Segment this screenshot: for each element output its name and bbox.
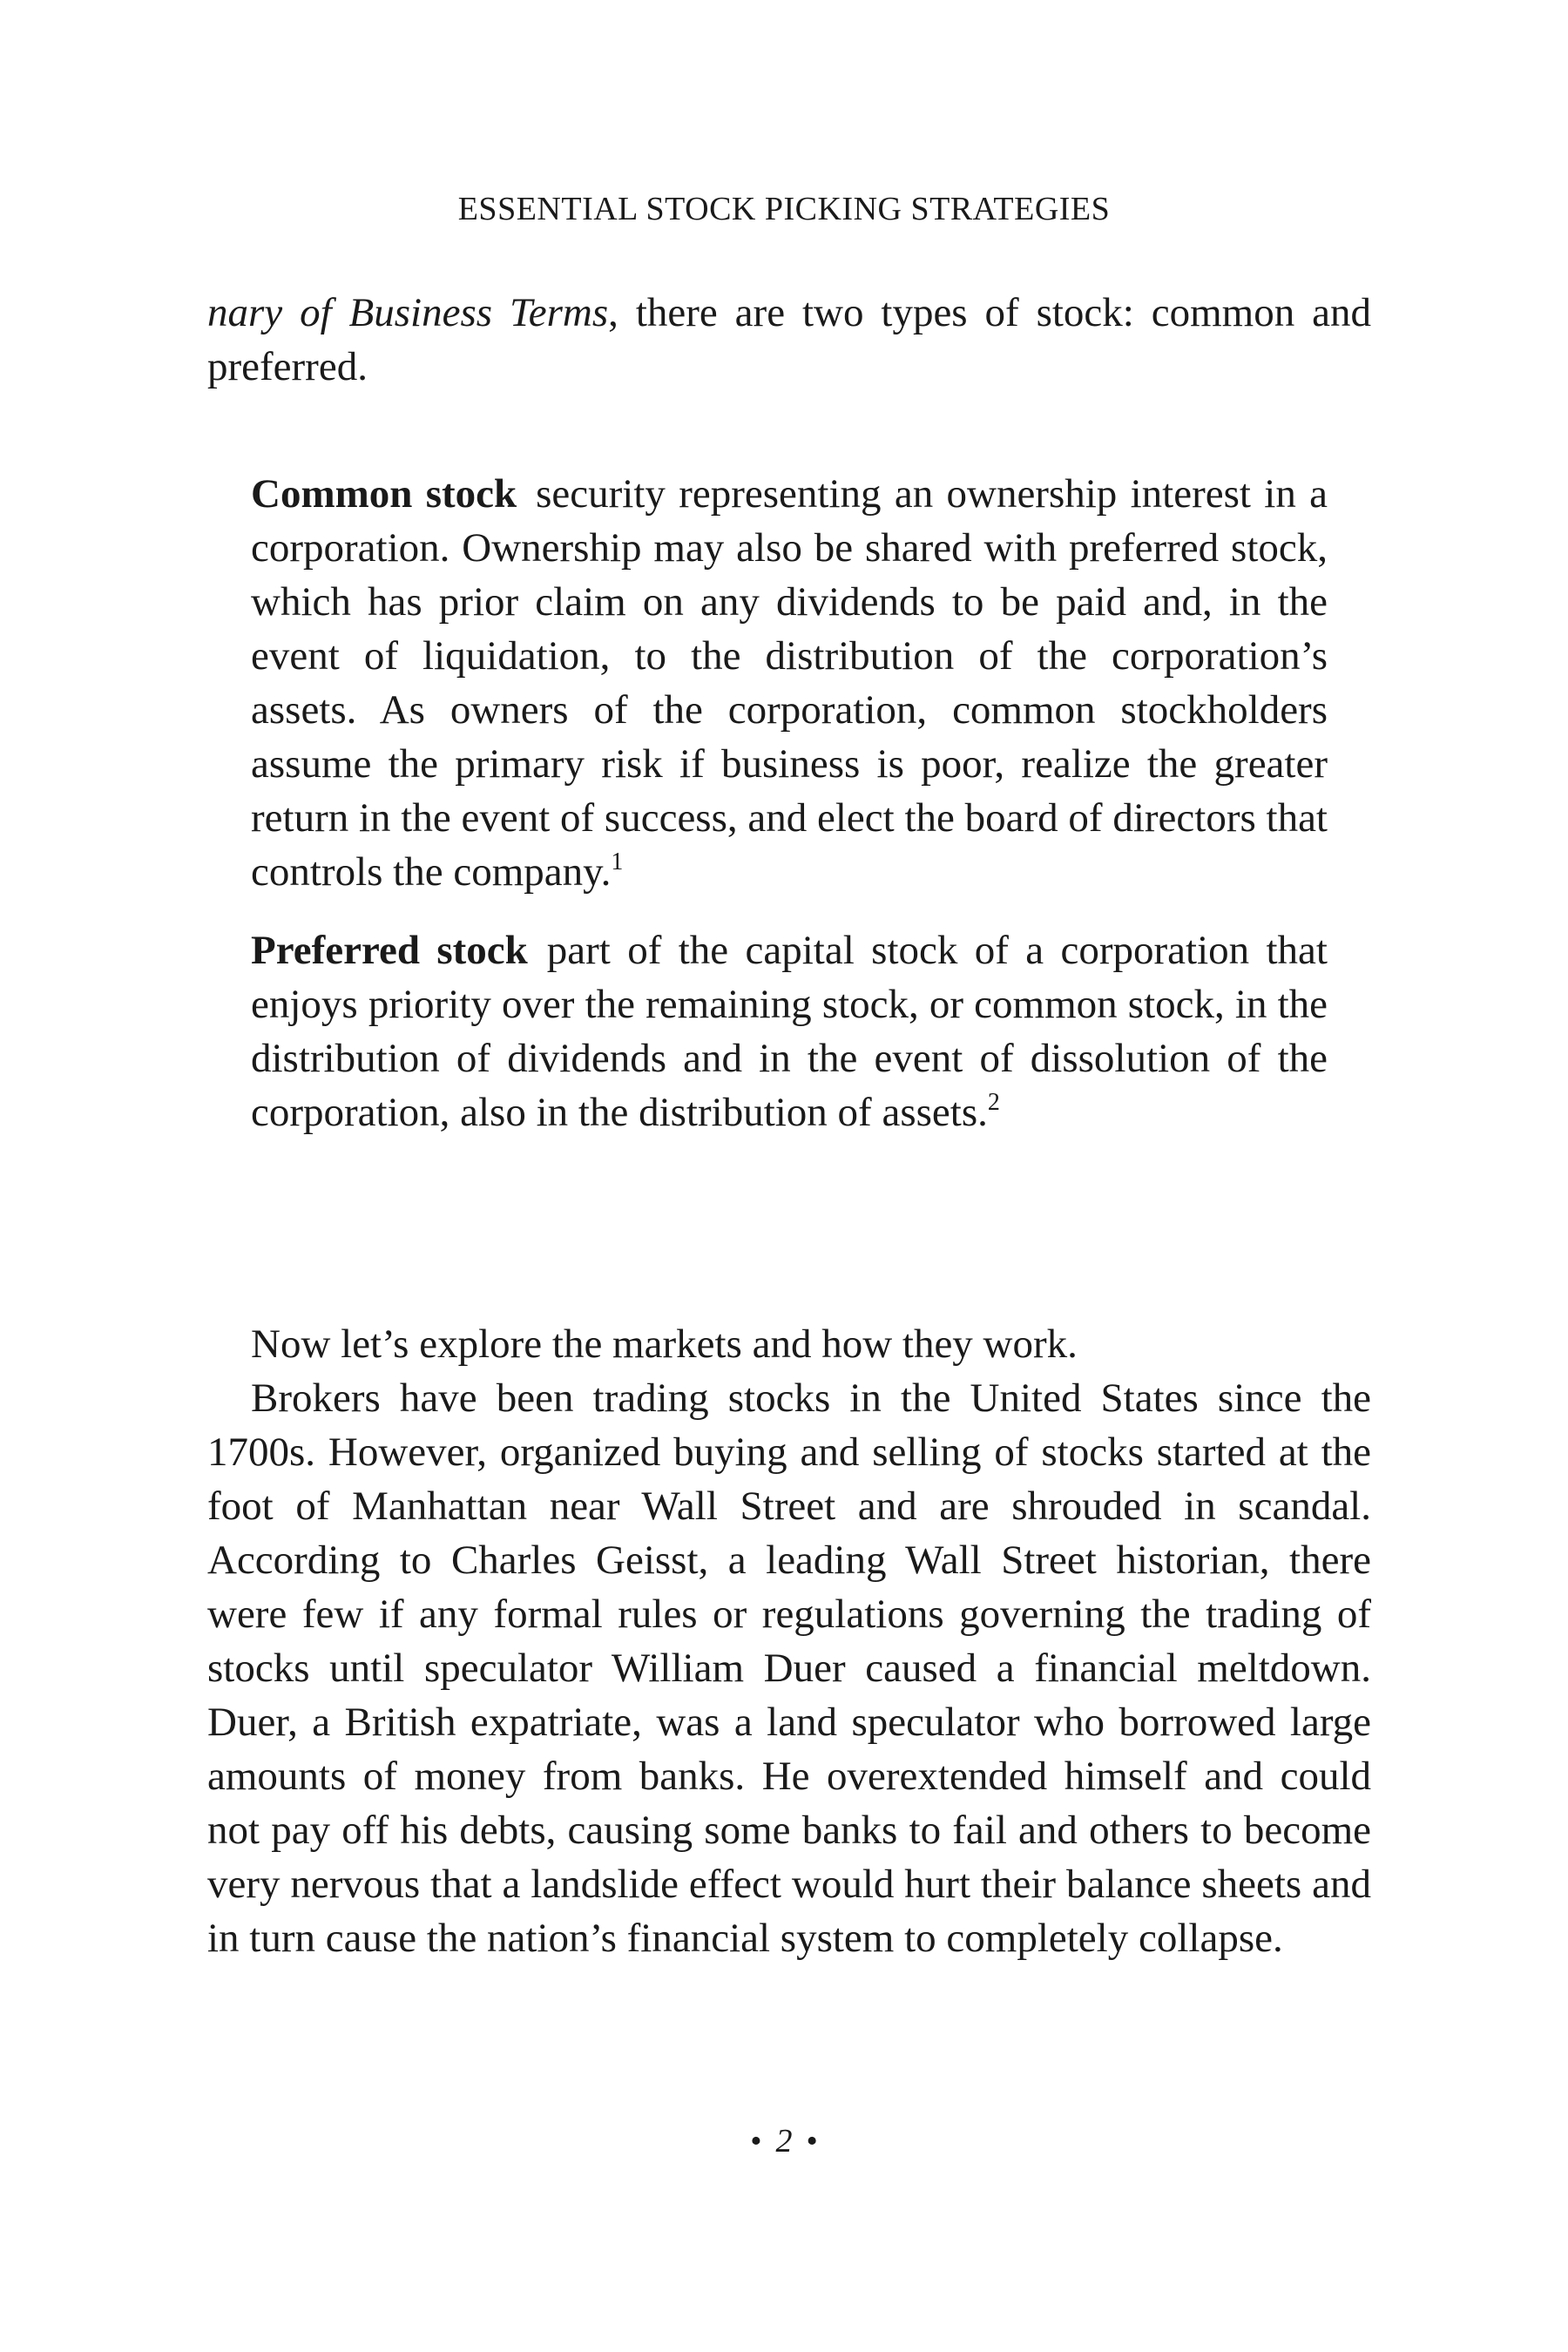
body-text — [207, 1317, 1371, 1965]
definition-preferred-stock — [251, 923, 1328, 1139]
footnote-marker: 2 — [987, 1089, 1000, 1116]
footnote-marker: 1 — [611, 848, 624, 875]
definition-common-stock — [251, 467, 1328, 899]
running-head: ESSENTIAL STOCK PICKING STRATEGIES — [457, 191, 1111, 227]
definition-list — [251, 467, 1328, 1164]
page-folio — [0, 2122, 1568, 2160]
intro-text: , there are two types of stock: common and preferred. — [207, 290, 1371, 389]
intro-paragraph — [207, 286, 1371, 394]
definition-text: part of the capital stock of a corporation that enjoys priority over the remaining stock, or common stock, in the distribution of dividends and in the event of dissolution of the corporation, also in the distribution of assets. — [251, 928, 1328, 1135]
bullet-icon: • — [806, 2123, 818, 2159]
body-paragraph: Now let’s explore the markets and how they work. — [251, 1321, 1078, 1367]
bullet-icon: • — [750, 2123, 762, 2159]
body-paragraph: Brokers have been trading stocks in the United States since the 1700s. However, organized buying and selling of stocks started at the foot of Manhattan near Wall Street and are shrouded in scandal. According to Charles Geisst, a leading Wall Street historian, there were few if any formal rules or regulations governing the trading of stocks until speculator William Duer caused a financial meltdown. Duer, a British expatriate, was a land speculator who borrowed large amounts of money from banks. He overextended himself and could not pay off his debts, causing some banks to fail and others to become very nervous that a landslide effect would hurt their balance sheets and in turn cause the nation’s financial system to completely collapse. — [207, 1375, 1371, 1961]
definition-text: security representing an ownership interest in a corporation. Ownership may also be shared with preferred stock, which has prior claim on any dividends to be paid and, in the event of liquidation, to the distribution of the corporation’s assets. As owners of the corporation, common stockholders assume the primary risk if business is poor, realize the greater return in the event of success, and elect the board of directors that controls the company. — [251, 471, 1328, 895]
term-label: Common stock — [251, 471, 517, 517]
book-title-fragment: nary of Business Terms — [207, 290, 609, 335]
page-number: 2 — [775, 2123, 793, 2159]
term-label: Preferred stock — [251, 928, 528, 973]
